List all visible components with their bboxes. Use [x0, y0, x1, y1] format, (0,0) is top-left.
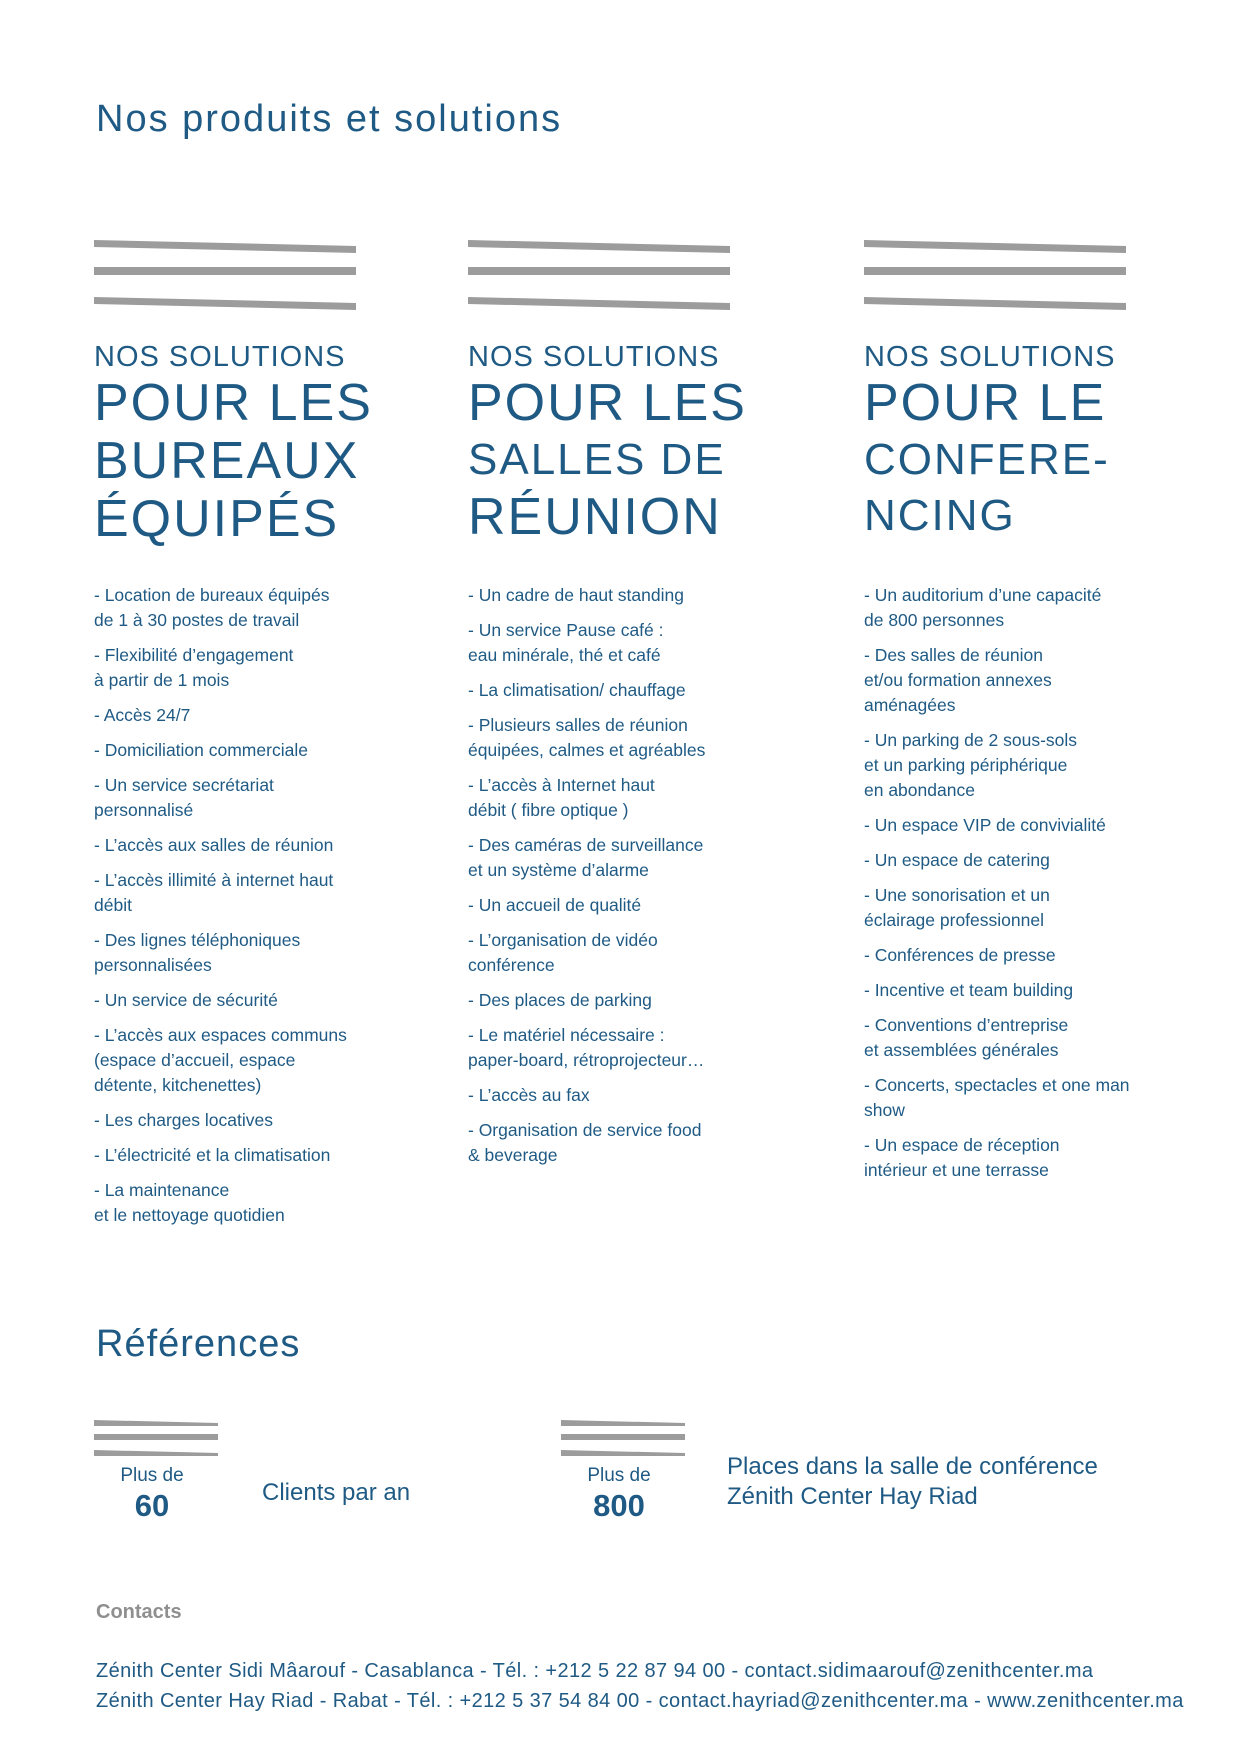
list-item: - Des lignes téléphoniques personnalisées	[94, 930, 301, 975]
list-item: - Organisation de service food & beverage	[468, 1120, 702, 1165]
contact-line-rabat: Zénith Center Hay Riad - Rabat - Tél. : +212 5 37 54 84 00 - contact.hayriad@zenithcenter.ma - www.zenithcenter.ma	[96, 1690, 1184, 1712]
decorative-bars	[94, 1420, 218, 1460]
heading-line: POUR LES	[468, 374, 747, 432]
bar-stripe	[864, 267, 1126, 275]
list-item: - Un cadre de haut standing	[468, 585, 684, 605]
list-item: - L’organisation de vidéo conférence	[468, 930, 658, 975]
list-item: - Incentive et team building	[864, 980, 1074, 1000]
list-item: - Un espace de réception intérieur et une terrasse	[864, 1135, 1060, 1180]
reference-text: Clients par an	[262, 1479, 411, 1506]
reference-number: 60	[134, 1488, 170, 1523]
list-item: - Location de bureaux équipés de 1 à 30 postes de travail	[94, 585, 330, 630]
list-item: - Des salles de réunion et/ou formation annexes aménagées	[864, 645, 1052, 715]
bar-stripe	[94, 1420, 218, 1426]
heading-line: NOS SOLUTIONS	[94, 341, 346, 373]
list-item: - Domiciliation commerciale	[94, 740, 308, 760]
heading-line: NOS SOLUTIONS	[864, 341, 1116, 373]
heading-line: ÉQUIPÉS	[94, 490, 340, 548]
heading-line: BUREAUX	[94, 432, 360, 490]
reference-text-line: Places dans la salle de conférence	[727, 1453, 1098, 1480]
list-item: - L’accès au fax	[468, 1085, 590, 1105]
solutions-list	[864, 583, 1154, 1193]
list-item: - Des caméras de surveillance et un système d’alarme	[468, 835, 704, 880]
bar-stripe	[94, 240, 356, 253]
list-item: - Un accueil de qualité	[468, 895, 642, 915]
bar-stripe	[94, 297, 356, 310]
solutions-column-conferencing	[864, 240, 1164, 1180]
heading-line: NOS SOLUTIONS	[468, 341, 720, 373]
list-item: - L’accès à Internet haut débit ( fibre optique )	[468, 775, 655, 820]
list-item: - Conférences de presse	[864, 945, 1056, 965]
list-item: - La climatisation/ chauffage	[468, 680, 686, 700]
list-item: - Un auditorium d’une capacité de 800 personnes	[864, 585, 1102, 630]
bar-stripe	[468, 297, 730, 310]
heading-line: POUR LE	[864, 374, 1107, 432]
list-item: - Concerts, spectacles et one man show	[864, 1075, 1130, 1120]
solutions-column-bureaux	[94, 240, 394, 1225]
decorative-bars	[94, 240, 356, 312]
bar-stripe	[94, 267, 356, 275]
list-item: - L’accès illimité à internet haut débit	[94, 870, 334, 915]
solutions-list	[94, 583, 384, 1238]
decorative-bars	[468, 240, 730, 312]
contacts-title: Contacts	[96, 1601, 182, 1623]
reference-text-line: Zénith Center Hay Riad	[727, 1483, 978, 1510]
list-item: - Un service Pause café : eau minérale, thé et café	[468, 620, 664, 665]
heading-line: RÉUNION	[468, 488, 722, 546]
list-item: - Des places de parking	[468, 990, 652, 1010]
solutions-list	[468, 583, 758, 1178]
column-heading	[468, 340, 768, 546]
list-item: - Les charges locatives	[94, 1110, 273, 1130]
list-item: - Conventions d’entreprise et assemblées générales	[864, 1015, 1069, 1060]
bar-stripe	[561, 1450, 685, 1456]
column-heading	[864, 340, 1164, 544]
list-item: - Un service de sécurité	[94, 990, 278, 1010]
list-item: - Le matériel nécessaire : paper-board, rétroprojecteur…	[468, 1025, 705, 1070]
bar-stripe	[468, 240, 730, 253]
list-item: - Un espace de catering	[864, 850, 1050, 870]
bar-stripe	[468, 267, 730, 275]
reference-plus-label: Plus de	[120, 1465, 184, 1486]
column-heading	[94, 340, 394, 548]
list-item: - Une sonorisation et un éclairage professionnel	[864, 885, 1050, 930]
contact-line-casablanca: Zénith Center Sidi Mâarouf - Casablanca - Tél. : +212 5 22 87 94 00 - contact.sidimaarouf@zenithcenter.ma	[96, 1660, 1094, 1682]
bar-stripe	[94, 1450, 218, 1456]
list-item: - Accès 24/7	[94, 705, 191, 725]
decorative-bars	[561, 1420, 685, 1460]
list-item: - Flexibilité d’engagement à partir de 1 mois	[94, 645, 294, 690]
heading-line: NCING	[864, 491, 1016, 540]
solutions-column-salles	[468, 240, 768, 1165]
list-item: - La maintenance et le nettoyage quotidien	[94, 1180, 285, 1225]
list-item: - L’accès aux espaces communs (espace d’accueil, espace détente, kitchenettes)	[94, 1025, 347, 1095]
list-item: - Un espace VIP de convivialité	[864, 815, 1106, 835]
page-title: Nos produits et solutions	[96, 98, 563, 140]
reference-plus-label: Plus de	[587, 1465, 651, 1486]
bar-stripe	[864, 297, 1126, 310]
bar-stripe	[561, 1434, 685, 1440]
reference-text	[727, 1452, 1098, 1512]
bar-stripe	[94, 1434, 218, 1440]
heading-line: POUR LES	[94, 374, 373, 432]
bar-stripe	[561, 1420, 685, 1426]
list-item: - L’électricité et la climatisation	[94, 1145, 331, 1165]
decorative-bars	[864, 240, 1126, 312]
heading-line: CONFERE-	[864, 435, 1110, 484]
list-item: - Un parking de 2 sous-sols et un parking périphérique en abondance	[864, 730, 1078, 800]
list-item: - Un service secrétariat personnalisé	[94, 775, 274, 820]
heading-line: SALLES DE	[468, 435, 726, 484]
bar-stripe	[864, 240, 1126, 253]
references-title: Références	[96, 1323, 301, 1365]
reference-number: 800	[593, 1488, 645, 1523]
list-item: - L’accès aux salles de réunion	[94, 835, 334, 855]
list-item: - Plusieurs salles de réunion équipées, calmes et agréables	[468, 715, 706, 760]
